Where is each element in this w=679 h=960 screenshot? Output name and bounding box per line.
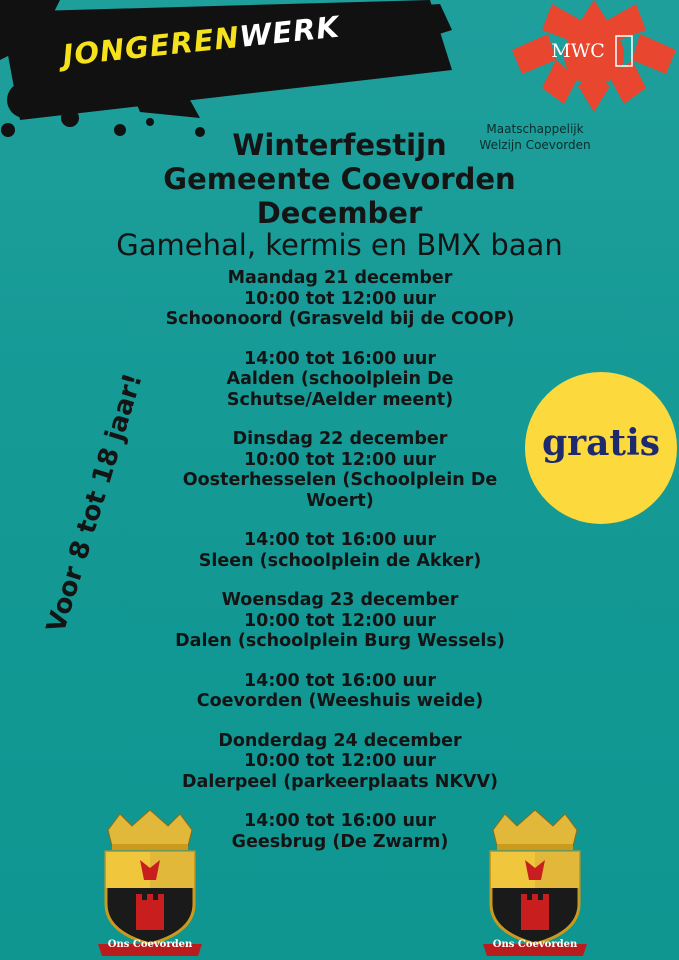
- schedule-line: Dinsdag 22 december: [232, 429, 448, 449]
- title-line-3: December: [256, 196, 423, 230]
- schedule-block: [140, 268, 540, 330]
- coevorden-crest-icon: [90, 808, 210, 958]
- schedule-line: Dalen (schoolplein Burg Wessels): [175, 631, 505, 651]
- schedule-line: 14:00 tot 16:00 uur: [244, 530, 436, 550]
- schedule-line: 10:00 tot 12:00 uur: [244, 751, 436, 771]
- schedule-line: 14:00 tot 16:00 uur: [244, 670, 436, 691]
- schedule-line: 10:00 tot 12:00 uur: [244, 610, 436, 631]
- schedule-line: Schutse/Aelder meent): [226, 389, 454, 410]
- mwc-subtitle-line-1: Maatschappelijk: [486, 122, 584, 136]
- coevorden-crest-icon: [475, 808, 595, 958]
- wordmark-jongeren: JONGEREN: [60, 20, 242, 73]
- schedule-line: Dalerpeel (parkeerplaats NKVV): [182, 771, 498, 792]
- schedule-line: Aalden (schoolplein De: [226, 369, 454, 389]
- schedule-line: 14:00 tot 16:00 uur: [244, 811, 436, 831]
- schedule-block: [140, 530, 540, 571]
- schedule-block: [140, 731, 540, 793]
- schedule-line: Geesbrug (De Zwarm): [231, 831, 449, 852]
- schedule-line: Sleen (schoolplein de Akker): [198, 550, 482, 571]
- schedule-line: Schoonoord (Grasveld bij de COOP): [165, 309, 515, 329]
- schedule-list: [140, 268, 540, 871]
- schedule-line: Donderdag 24 december: [218, 730, 462, 751]
- title-line-1: Winterfestijn: [232, 128, 447, 162]
- schedule-block: [140, 429, 540, 511]
- crest-label-left: Ons Coevorden: [107, 939, 193, 950]
- schedule-line: Maandag 21 december: [227, 268, 453, 288]
- crest-label-right: Ons Coevorden: [492, 939, 578, 950]
- schedule-block: [140, 671, 540, 712]
- age-range-text: Voor 8 tot 18 jaar!: [41, 369, 149, 637]
- subtitle: Gamehal, kermis en BMX baan: [116, 228, 563, 262]
- schedule-line: 10:00 tot 12:00 uur: [244, 449, 436, 470]
- wordmark-werk: WERK: [237, 9, 342, 54]
- schedule-line: Oosterhesselen (Schoolplein De: [182, 470, 498, 490]
- gratis-badge-text: gratis: [541, 422, 661, 464]
- schedule-line: 10:00 tot 12:00 uur: [244, 288, 436, 309]
- schedule-line: 14:00 tot 16:00 uur: [244, 348, 436, 369]
- schedule-line: Woensdag 23 december: [221, 590, 459, 610]
- schedule-line: Woert): [306, 490, 374, 511]
- mwc-subtitle-line-2: Welzijn Coevorden: [479, 138, 591, 152]
- schedule-line: Coevorden (Weeshuis weide): [196, 691, 484, 711]
- title-line-2: Gemeente Coevorden: [163, 162, 516, 196]
- mwc-logo-text: MWC: [551, 40, 605, 62]
- schedule-block: [140, 590, 540, 652]
- schedule-block: [140, 349, 540, 411]
